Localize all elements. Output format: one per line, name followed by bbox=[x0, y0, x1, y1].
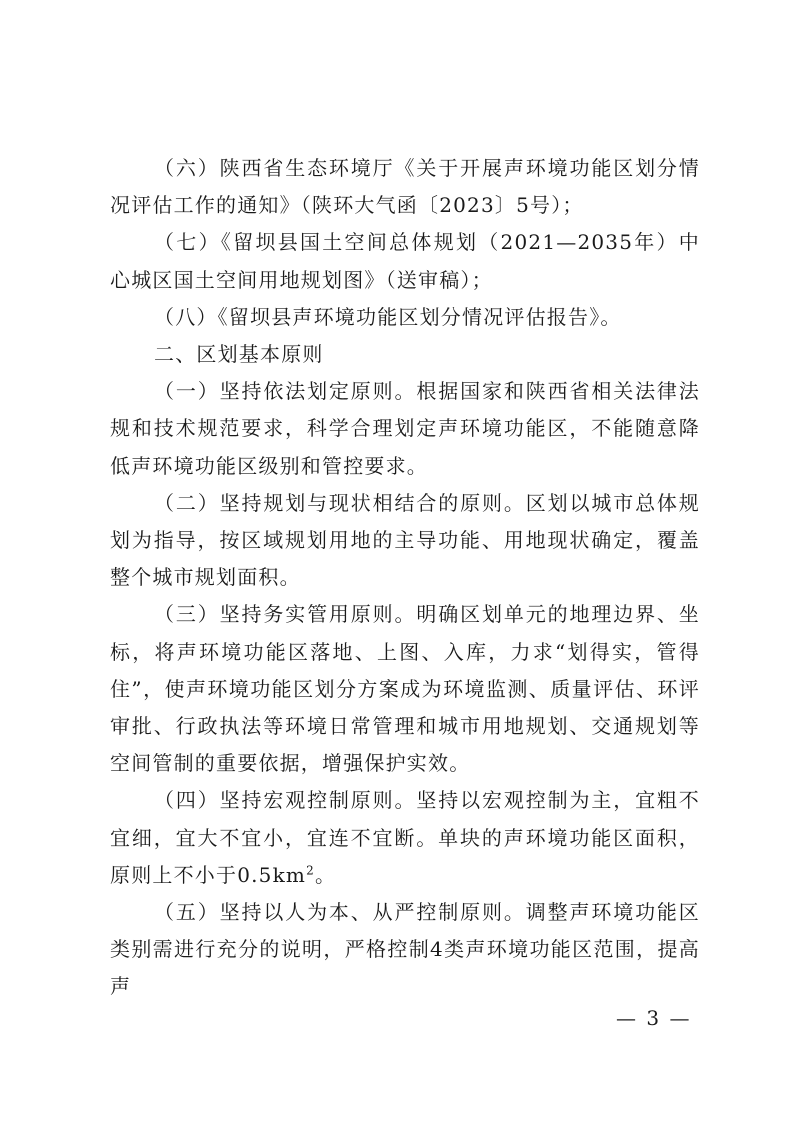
principle-3: （三）坚持务实管用原则。明确区划单元的地理边界、坐标，将声环境功能区落地、上图、入库，力求“划得实，管得住”，使声环境功能区划分方案成为环境监测、质量评估、环评审批、行政执法等环境日常管理和城市用地规划、交通规划等空间管制的重要依据，增强保护实效。 bbox=[110, 602, 700, 776]
reference-item-8: （八）《留坝县声环境功能区划分情况评估报告》。 bbox=[154, 304, 622, 329]
reference-item-6: （六）陕西省生态环境厅《关于开展声环境功能区划分情况评估工作的通知》（陕环大气函〔2023〕5号）； bbox=[110, 156, 700, 218]
principle-4-end: 。 bbox=[314, 862, 337, 887]
document-body bbox=[110, 150, 700, 1006]
principle-4-superscript: 2 bbox=[306, 863, 315, 878]
principle-5: （五）坚持以人为本、从严控制原则。调整声环境功能区类别需进行充分的说明，严格控制4类声环境功能区范围，提高声 bbox=[110, 900, 700, 999]
section-heading: 二、区划基本原则 bbox=[154, 342, 324, 367]
principle-4 bbox=[110, 782, 700, 894]
principle-1: （一）坚持依法划定原则。根据国家和陕西省相关法律法规和技术规范要求，科学合理划定声环境功能区，不能随意降低声环境功能区级别和管控要求。 bbox=[110, 379, 700, 478]
principle-4-text: （四）坚持宏观控制原则。坚持以宏观控制为主，宜粗不宜细，宜大不宜小，宜连不宜断。单块的声环境功能区面积，原则上不小于0.5km bbox=[110, 788, 700, 887]
reference-item-7: （七）《留坝县国土空间总体规划（2021—2035年）中心城区国土空间用地规划图》（送审稿）； bbox=[110, 230, 700, 292]
page-number: — 3 — bbox=[616, 1006, 692, 1030]
principle-2: （二）坚持规划与现状相结合的原则。区划以城市总体规划为指导，按区域规划用地的主导功能、用地现状确定，覆盖整个城市规划面积。 bbox=[110, 490, 700, 590]
